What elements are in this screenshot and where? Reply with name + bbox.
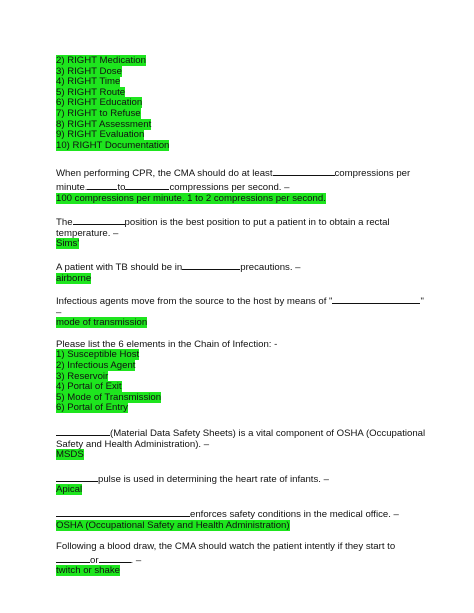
answer-blank bbox=[87, 180, 117, 190]
question-text: (Material Data Safety Sheets) is a vital component of OSHA (Occupational bbox=[110, 428, 426, 440]
list-item: 5) RIGHT Route bbox=[56, 86, 126, 98]
list-item: 4) RIGHT Time bbox=[56, 76, 121, 88]
answer-blank bbox=[56, 426, 110, 436]
answer-text: OSHA (Occupational Safety and Health Administration) bbox=[56, 519, 290, 531]
list-item: 5) Mode of Transmission bbox=[56, 391, 162, 403]
list-item: 6) RIGHT Education bbox=[56, 97, 143, 109]
answer-blank bbox=[73, 215, 125, 225]
question-text: compressions per bbox=[334, 168, 411, 180]
answer-text: MSDS bbox=[56, 449, 84, 461]
answer-text: Sims' bbox=[56, 238, 80, 250]
list-item: 1) Susceptible Host bbox=[56, 349, 140, 361]
question-text: The bbox=[56, 217, 73, 229]
question-text: Please list the 6 elements in the Chain of Infection: - bbox=[56, 338, 278, 350]
question-text: Safety and Health Administration). – bbox=[56, 438, 210, 450]
question-text: enforces safety conditions in the medical office. – bbox=[190, 509, 399, 520]
list-item: 9) RIGHT Evaluation bbox=[56, 129, 145, 141]
list-item: 7) RIGHT to Refuse bbox=[56, 107, 141, 119]
list-item: 3) Reservoir bbox=[56, 370, 109, 382]
answer-blank bbox=[273, 166, 335, 176]
question-text: . – bbox=[130, 554, 142, 566]
answer-text: airborne bbox=[56, 272, 92, 284]
answer-text: mode of transmission bbox=[56, 317, 148, 329]
question-osha bbox=[56, 507, 434, 531]
answer-blank bbox=[332, 294, 420, 304]
question-blood-draw bbox=[56, 542, 434, 577]
question-text: Infectious agents move from the source to the host by means of " bbox=[56, 296, 333, 308]
list-item: 10) RIGHT Documentation bbox=[56, 139, 170, 151]
answer-blank bbox=[56, 507, 190, 517]
question-text: position is the best position to put a patient in to obtain a rectal bbox=[124, 217, 390, 229]
question-text: When performing CPR, the CMA should do at least bbox=[56, 168, 273, 180]
answer-blank bbox=[56, 472, 98, 482]
question-text: " bbox=[420, 296, 424, 308]
question-text: Following a blood draw, the CMA should watch the patient intently if they start to bbox=[56, 541, 396, 553]
question-cpr bbox=[56, 166, 434, 204]
question-text: temperature. – bbox=[56, 227, 119, 239]
rights-list bbox=[56, 56, 434, 151]
list-item: 3) RIGHT Dose bbox=[56, 65, 122, 77]
answer-text: twitch or shake bbox=[56, 565, 120, 577]
list-item: 2) RIGHT Medication bbox=[56, 55, 146, 66]
answer-blank bbox=[99, 553, 131, 563]
question-text: A patient with TB should be in bbox=[56, 261, 183, 273]
question-position bbox=[56, 215, 434, 250]
question-text: minute. bbox=[56, 181, 88, 193]
list-item: 6) Portal of Entry bbox=[56, 402, 128, 414]
question-msds bbox=[56, 426, 434, 461]
question-text: compressions per second. – bbox=[169, 181, 290, 193]
list-item: 8) RIGHT Assessment bbox=[56, 118, 152, 130]
answer-text: 100 compressions per minute. 1 to 2 compressions per second. bbox=[56, 192, 326, 204]
question-transmission bbox=[56, 294, 434, 329]
question-pulse bbox=[56, 472, 434, 496]
question-chain-of-infection bbox=[56, 340, 434, 414]
list-item: 2) Infectious Agent bbox=[56, 360, 136, 372]
question-tb bbox=[56, 260, 434, 284]
list-item: 4) Portal of Exit bbox=[56, 381, 122, 393]
answer-blank bbox=[125, 180, 169, 190]
question-text: pulse is used in determining the heart rate of infants. – bbox=[98, 473, 329, 485]
answer-text: Apical bbox=[56, 484, 83, 496]
answer-blank bbox=[182, 260, 240, 270]
answer-blank bbox=[56, 553, 90, 563]
question-text: to bbox=[117, 181, 126, 193]
question-text: or bbox=[90, 554, 99, 566]
question-text: – bbox=[56, 306, 62, 318]
question-text: precautions. – bbox=[240, 261, 301, 273]
